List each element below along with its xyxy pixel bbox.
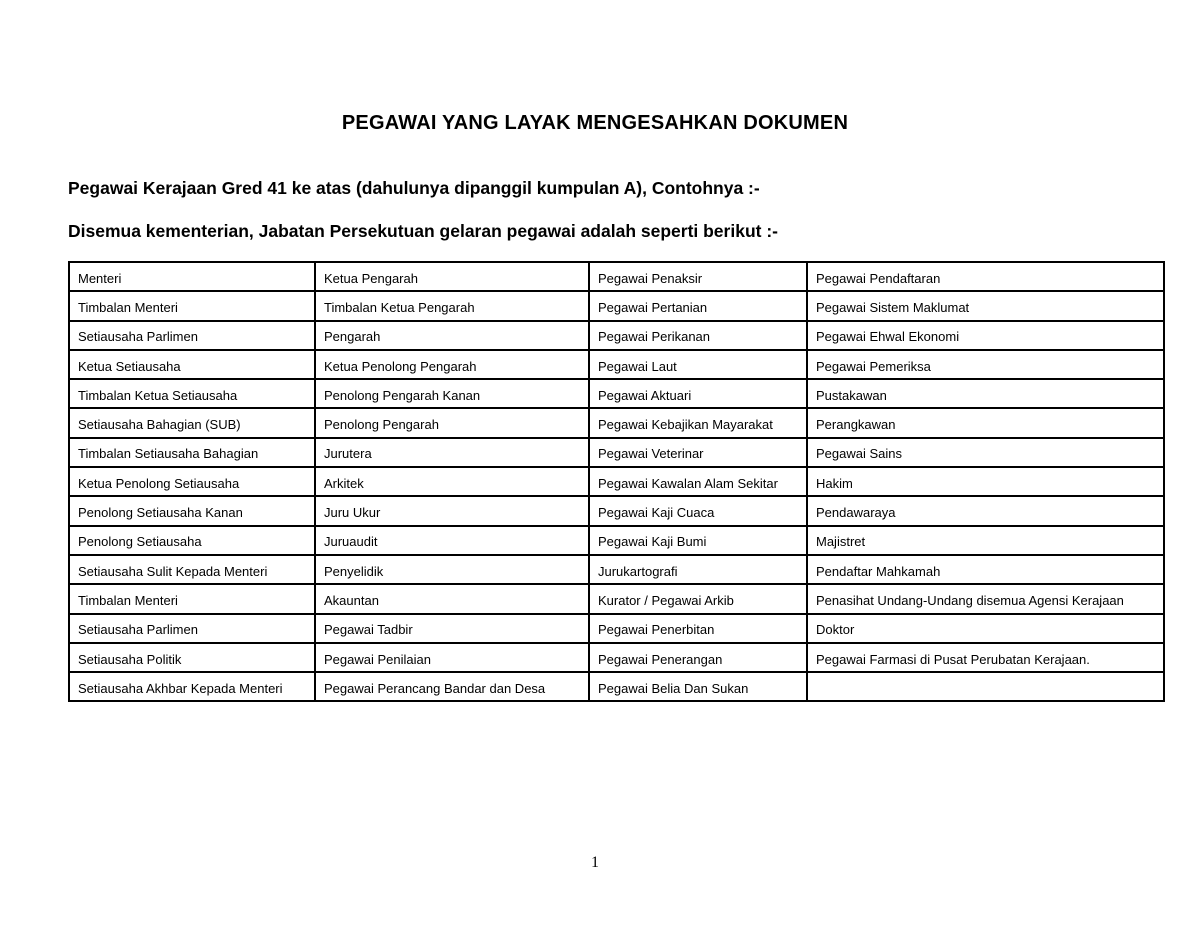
table-cell: Pegawai Sains bbox=[807, 438, 1164, 467]
table-cell: Pegawai Kaji Cuaca bbox=[589, 496, 807, 525]
intro-line-ministries: Disemua kementerian, Jabatan Persekutuan gelaran pegawai adalah seperti berikut :- bbox=[68, 221, 778, 241]
table-cell: Pegawai Sistem Maklumat bbox=[807, 291, 1164, 320]
table-cell: Setiausaha Bahagian (SUB) bbox=[69, 408, 315, 437]
table-row bbox=[69, 291, 1164, 320]
officer-titles-table-body bbox=[69, 262, 1164, 701]
table-cell: Jurukartografi bbox=[589, 555, 807, 584]
intro-line-grade: Pegawai Kerajaan Gred 41 ke atas (dahulunya dipanggil kumpulan A), Contohnya :- bbox=[68, 178, 760, 198]
table-cell: Pegawai Pertanian bbox=[589, 291, 807, 320]
table-cell: Pendaftar Mahkamah bbox=[807, 555, 1164, 584]
table-cell: Majistret bbox=[807, 526, 1164, 555]
table-cell: Akauntan bbox=[315, 584, 589, 613]
table-row bbox=[69, 584, 1164, 613]
table-cell: Pegawai Pemeriksa bbox=[807, 350, 1164, 379]
table-cell: Timbalan Menteri bbox=[69, 584, 315, 613]
table-cell: Pegawai Penerangan bbox=[589, 643, 807, 672]
table-cell: Ketua Pengarah bbox=[315, 262, 589, 291]
table-cell: Pendawaraya bbox=[807, 496, 1164, 525]
table-cell: Setiausaha Politik bbox=[69, 643, 315, 672]
table-cell: Penolong Pengarah Kanan bbox=[315, 379, 589, 408]
table-cell: Pegawai Kaji Bumi bbox=[589, 526, 807, 555]
table-cell: Ketua Penolong Setiausaha bbox=[69, 467, 315, 496]
table-cell: Setiausaha Akhbar Kepada Menteri bbox=[69, 672, 315, 701]
table-cell: Pegawai Kebajikan Mayarakat bbox=[589, 408, 807, 437]
table-cell bbox=[807, 672, 1164, 701]
table-row bbox=[69, 555, 1164, 584]
table-row bbox=[69, 321, 1164, 350]
table-cell: Ketua Penolong Pengarah bbox=[315, 350, 589, 379]
table-row bbox=[69, 408, 1164, 437]
table-cell: Timbalan Ketua Setiausaha bbox=[69, 379, 315, 408]
table-cell: Setiausaha Sulit Kepada Menteri bbox=[69, 555, 315, 584]
table-cell: Penolong Setiausaha Kanan bbox=[69, 496, 315, 525]
table-cell: Pegawai Penerbitan bbox=[589, 614, 807, 643]
table-cell: Pegawai Tadbir bbox=[315, 614, 589, 643]
table-cell: Pegawai Belia Dan Sukan bbox=[589, 672, 807, 701]
table-cell: Pegawai Farmasi di Pusat Perubatan Kerajaan. bbox=[807, 643, 1164, 672]
table-cell: Pegawai Laut bbox=[589, 350, 807, 379]
page-title: PEGAWAI YANG LAYAK MENGESAHKAN DOKUMEN bbox=[341, 112, 849, 134]
table-cell: Pegawai Aktuari bbox=[589, 379, 807, 408]
page-number: 1 bbox=[591, 854, 599, 871]
table-cell: Hakim bbox=[807, 467, 1164, 496]
table-cell: Menteri bbox=[69, 262, 315, 291]
table-cell: Pegawai Pendaftaran bbox=[807, 262, 1164, 291]
table-cell: Pegawai Kawalan Alam Sekitar bbox=[589, 467, 807, 496]
table-row bbox=[69, 614, 1164, 643]
table-cell: Pegawai Ehwal Ekonomi bbox=[807, 321, 1164, 350]
table-row bbox=[69, 262, 1164, 291]
table-cell: Pegawai Penaksir bbox=[589, 262, 807, 291]
table-cell: Penyelidik bbox=[315, 555, 589, 584]
table-cell: Timbalan Ketua Pengarah bbox=[315, 291, 589, 320]
table-cell: Kurator / Pegawai Arkib bbox=[589, 584, 807, 613]
table-row bbox=[69, 438, 1164, 467]
table-cell: Arkitek bbox=[315, 467, 589, 496]
table-cell: Juruaudit bbox=[315, 526, 589, 555]
table-cell: Setiausaha Parlimen bbox=[69, 321, 315, 350]
table-row bbox=[69, 350, 1164, 379]
table-cell: Timbalan Setiausaha Bahagian bbox=[69, 438, 315, 467]
table-cell: Pengarah bbox=[315, 321, 589, 350]
table-cell: Jurutera bbox=[315, 438, 589, 467]
table-row bbox=[69, 496, 1164, 525]
table-cell: Pustakawan bbox=[807, 379, 1164, 408]
table-cell: Doktor bbox=[807, 614, 1164, 643]
table-cell: Perangkawan bbox=[807, 408, 1164, 437]
table-cell: Penolong Pengarah bbox=[315, 408, 589, 437]
table-cell: Pegawai Perancang Bandar dan Desa bbox=[315, 672, 589, 701]
table-row bbox=[69, 467, 1164, 496]
officer-titles-table bbox=[68, 261, 1165, 702]
table-cell: Ketua Setiausaha bbox=[69, 350, 315, 379]
table-cell: Pegawai Perikanan bbox=[589, 321, 807, 350]
table-cell: Setiausaha Parlimen bbox=[69, 614, 315, 643]
table-cell: Pegawai Veterinar bbox=[589, 438, 807, 467]
table-row bbox=[69, 379, 1164, 408]
table-row bbox=[69, 526, 1164, 555]
table-row bbox=[69, 643, 1164, 672]
table-cell: Penasihat Undang-Undang disemua Agensi Kerajaan bbox=[807, 584, 1164, 613]
table-cell: Juru Ukur bbox=[315, 496, 589, 525]
table-cell: Penolong Setiausaha bbox=[69, 526, 315, 555]
table-row bbox=[69, 672, 1164, 701]
table-cell: Pegawai Penilaian bbox=[315, 643, 589, 672]
table-cell: Timbalan Menteri bbox=[69, 291, 315, 320]
